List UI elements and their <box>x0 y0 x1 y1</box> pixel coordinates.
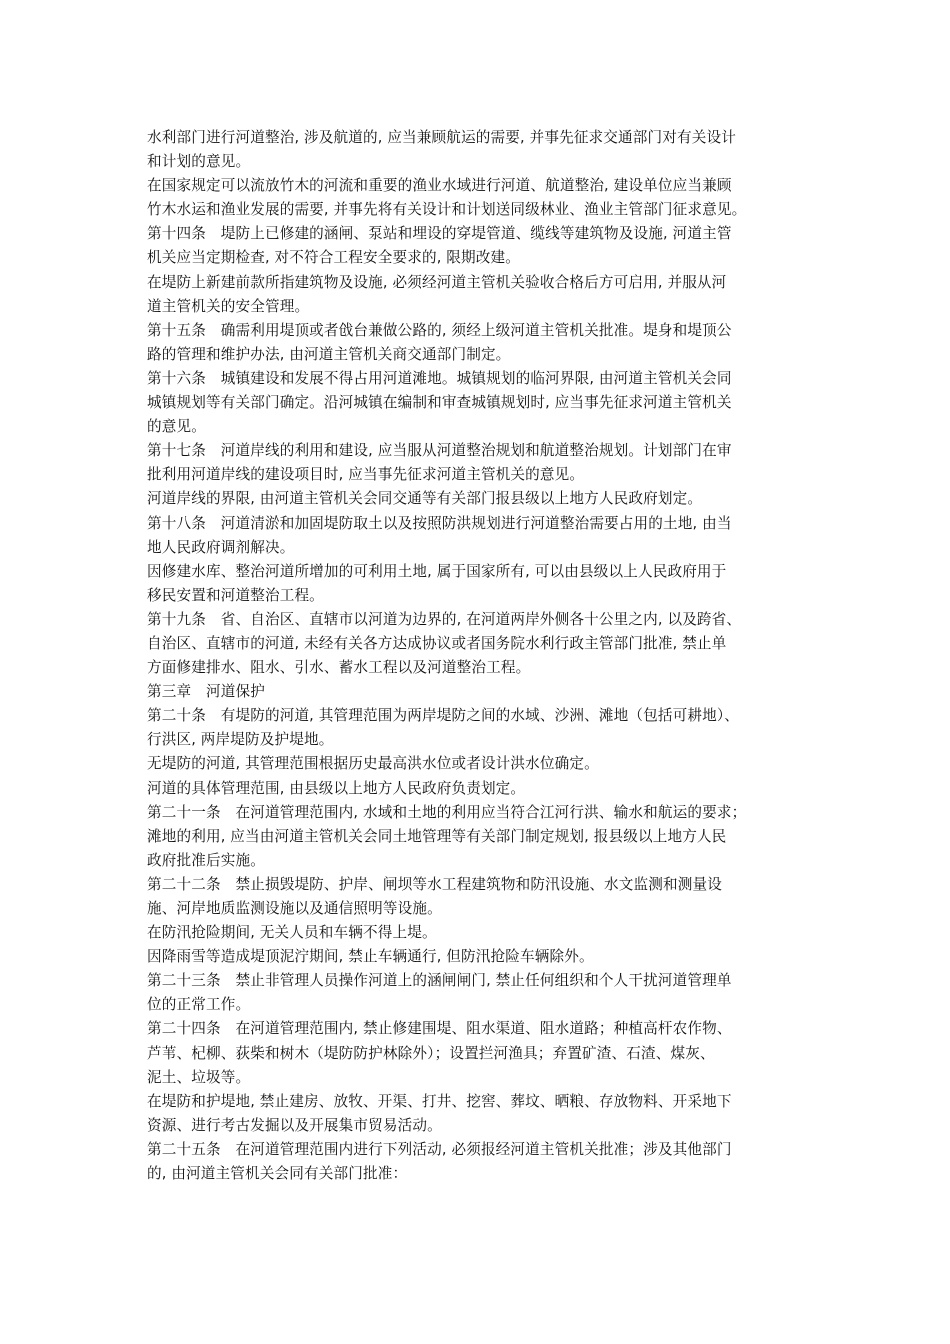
paragraph <box>147 319 827 367</box>
text-line: 位的正常工作。 <box>147 996 251 1014</box>
paragraph <box>147 777 827 801</box>
text-line: 道主管机关的安全管理。 <box>147 297 310 315</box>
paragraph <box>147 969 827 1017</box>
text-line: 第十五条 确需利用堤顶或者戗台兼做公路的, 须经上级河道主管机关批准。堤身和堤顶公 <box>147 321 732 339</box>
text-line: 第二十二条 禁止损毁堤防、护岸、闸坝等水工程建筑物和防汛设施、水文监测和测量设 <box>147 875 723 893</box>
text-line: 滩地的利用, 应当由河道主管机关会同土地管理等有关部门制定规划, 报县级以上地方人民 <box>147 827 727 845</box>
text-line: 和计划的意见。 <box>147 153 251 171</box>
text-line: 移民安置和河道整治工程。 <box>147 586 324 604</box>
text-line: 第三章 河道保护 <box>147 683 265 701</box>
text-line: 自治区、直辖市的河道, 未经有关各方达成协议或者国务院水利行政主管部门批准, 禁止单 <box>147 634 727 652</box>
paragraph <box>147 560 827 608</box>
text-line: 第十九条 省、自治区、直辖市以河道为边界的, 在河道两岸外侧各十公里之内, 以及跨省、 <box>147 610 742 628</box>
paragraph <box>147 1138 827 1186</box>
text-line: 第二十三条 禁止非管理人员操作河道上的涵闸闸门, 禁止任何组织和个人干扰河道管理单 <box>147 972 732 990</box>
paragraph <box>147 126 827 174</box>
paragraph <box>147 801 827 873</box>
paragraph <box>147 873 827 921</box>
text-line: 第二十条 有堤防的河道, 其管理范围为两岸堤防之间的水域、沙洲、滩地（包括可耕地）、 <box>147 707 740 725</box>
text-line: 第十八条 河道清淤和加固堤防取土以及按照防洪规划进行河道整治需要占用的土地, 由当 <box>147 514 732 532</box>
paragraph <box>147 680 827 704</box>
text-line: 第二十五条 在河道管理范围内进行下列活动, 必须报经河道主管机关批准；涉及其他部门 <box>147 1140 732 1158</box>
paragraph <box>147 439 827 487</box>
text-line: 第十四条 堤防上已修建的涵闸、泵站和埋设的穿堤管道、缆线等建筑物及设施, 河道主管 <box>147 225 732 243</box>
text-line: 路的管理和维护办法, 由河道主管机关商交通部门制定。 <box>147 345 511 363</box>
paragraph <box>147 174 827 222</box>
paragraph <box>147 487 827 511</box>
text-line: 批利用河道岸线的建设项目时, 应当事先征求河道主管机关的意见。 <box>147 466 585 484</box>
text-line: 城镇规划等有关部门确定。沿河城镇在编制和审查城镇规划时, 应当事先征求河道主管机关 <box>147 394 732 412</box>
text-line: 第二十四条 在河道管理范围内, 禁止修建围堤、阻水渠道、阻水道路；种植高杆农作物、 <box>147 1020 732 1038</box>
paragraph <box>147 752 827 776</box>
text-line: 第十六条 城镇建设和发展不得占用河道滩地。城镇规划的临河界限, 由河道主管机关会同 <box>147 369 732 387</box>
text-line: 水利部门进行河道整治, 涉及航道的, 应当兼顾航运的需要, 并事先征求交通部门对有关设计 <box>147 129 736 146</box>
text-line: 的, 由河道主管机关会同有关部门批准： <box>147 1165 408 1183</box>
text-line: 政府批准后实施。 <box>147 851 265 869</box>
paragraph <box>147 945 827 969</box>
paragraph <box>147 222 827 270</box>
text-line: 机关应当定期检查, 对不符合工程安全要求的, 限期改建。 <box>147 249 521 267</box>
paragraph <box>147 1090 827 1138</box>
text-line: 地人民政府调剂解决。 <box>147 538 295 556</box>
text-line: 河道的具体管理范围, 由县级以上地方人民政府负责划定。 <box>147 779 526 797</box>
paragraph <box>147 367 827 439</box>
text-line: 因修建水库、整治河道所增加的可利用土地, 属于国家所有, 可以由县级以上人民政府用于 <box>147 562 727 580</box>
text-line: 第十七条 河道岸线的利用和建设, 应当服从河道整治规划和航道整治规划。计划部门在审 <box>147 442 732 460</box>
paragraph <box>147 704 827 752</box>
document-body <box>147 126 827 1186</box>
text-line: 在国家规定可以流放竹木的河流和重要的渔业水域进行河道、航道整治, 建设单位应当兼顾 <box>147 177 732 195</box>
text-line: 在堤防上新建前款所指建筑物及设施, 必须经河道主管机关验收合格后方可启用, 并服从河 <box>147 273 727 291</box>
text-line: 第二十一条 在河道管理范围内, 水域和土地的利用应当符合江河行洪、输水和航运的要求； <box>147 803 747 821</box>
paragraph <box>147 921 827 945</box>
paragraph <box>147 608 827 680</box>
text-line: 竹木水运和渔业发展的需要, 并事先将有关设计和计划送同级林业、渔业主管部门征求意见。 <box>147 201 747 219</box>
text-line: 无堤防的河道, 其管理范围根据历史最高洪水位或者设计洪水位确定。 <box>147 755 599 773</box>
text-line: 因降雨雪等造成堤顶泥泞期间, 禁止车辆通行, 但防汛抢险车辆除外。 <box>147 948 594 966</box>
text-line: 行洪区, 两岸堤防及护堤地。 <box>147 731 334 749</box>
text-line: 方面修建排水、阻水、引水、蓄水工程以及河道整治工程。 <box>147 659 531 677</box>
paragraph <box>147 1017 827 1089</box>
text-line: 施、河岸地质监测设施以及通信照明等设施。 <box>147 900 442 917</box>
text-line: 芦苇、杞柳、荻柴和树木（堤防防护林除外）；设置拦河渔具；弃置矿渣、石渣、煤灰、 <box>147 1044 715 1062</box>
text-line: 在防汛抢险期间, 无关人员和车辆不得上堤。 <box>147 924 437 942</box>
text-line: 资源、进行考古发掘以及开展集市贸易活动。 <box>147 1116 442 1134</box>
text-line: 泥土、垃圾等。 <box>147 1068 251 1086</box>
paragraph <box>147 271 827 319</box>
text-line: 河道岸线的界限, 由河道主管机关会同交通等有关部门报县级以上地方人民政府划定。 <box>147 490 703 508</box>
text-line: 在堤防和护堤地, 禁止建房、放牧、开渠、打井、挖窖、葬坟、晒粮、存放物料、开采地下 <box>147 1092 732 1110</box>
paragraph <box>147 512 827 560</box>
text-line: 的意见。 <box>147 418 206 436</box>
